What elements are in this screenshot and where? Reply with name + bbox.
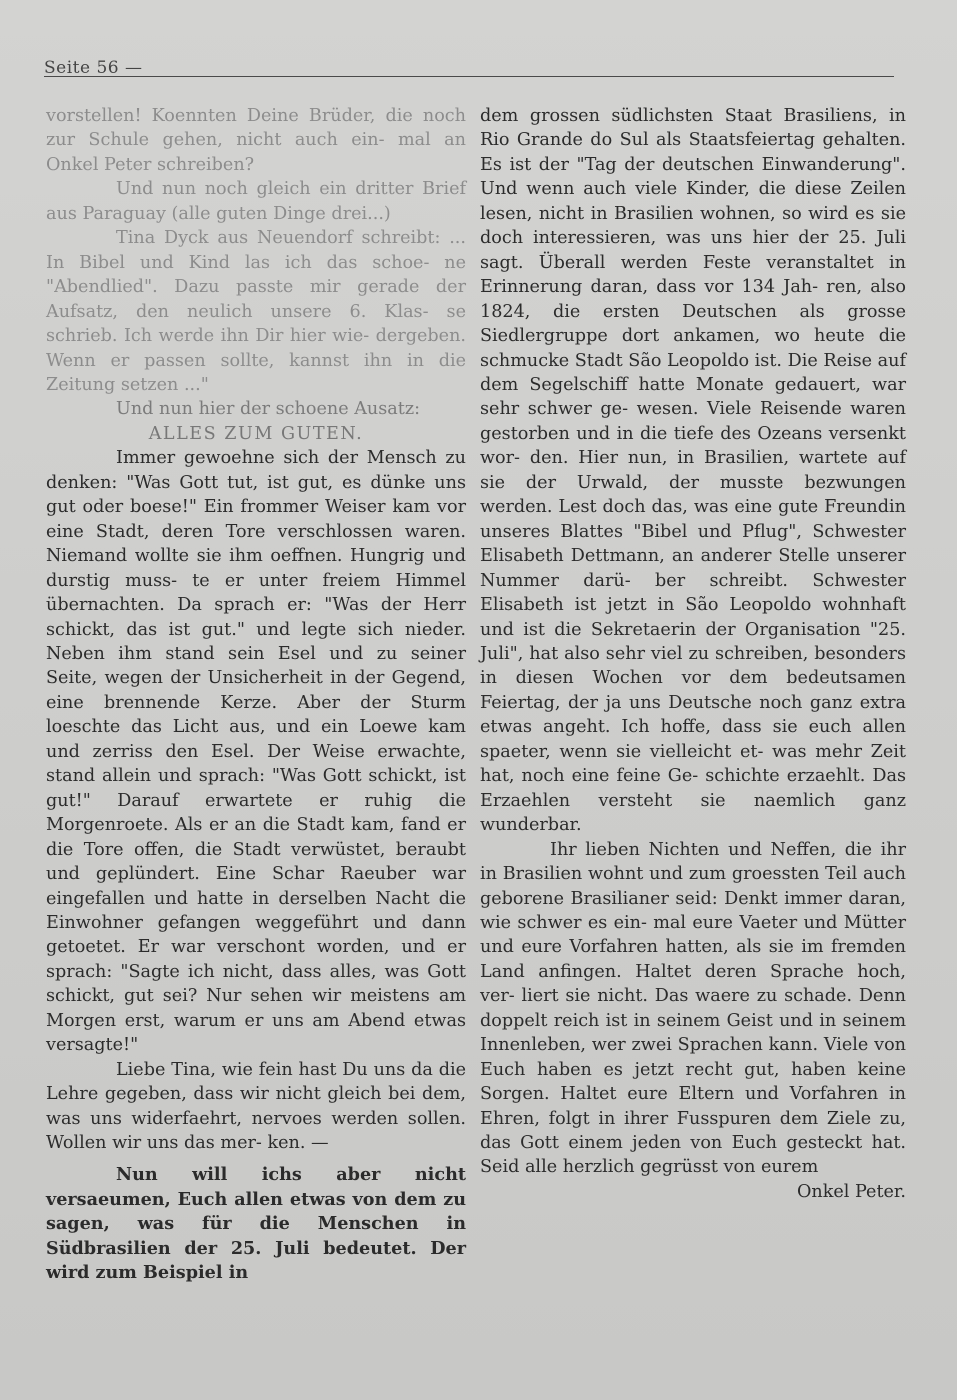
signature: Onkel Peter. [796,1181,906,1202]
paragraph-third-letter: Und nun noch gleich ein dritter Brief aus Paraguay (alle guten Dinge drei...) [46,179,466,224]
left-column [46,104,466,1286]
paragraph-25-juli: dem grossen südlichsten Staat Brasiliens, in Rio Grande do Sul als Staatsfeiertag gehalten. Es ist der "Tag der deutschen Einwanderung". Und wenn auch viele Kinder, die diese Zeilen lesen, nicht in Brasilien wohnen, so wird es sie doch interessieren, was uns hier der 25. Juli sagt. Überall werden Feste veranstaltet in Erinnerung daran, dass vor 134 Jah- ren, also 1824, die ersten Deutschen als grosse Siedlergruppe dort ankamen, wo heute die schmucke Stadt São Leopoldo ist. Die Reise auf dem Segelschiff hatte Monate gedauert, war sehr schwer ge- wesen. Viele Reisende waren gestorben und in die tiefe des Ozeans versenkt wor- den. Hier nun, in Brasilien, wartete auf sie der Urwald, der musste bezwungen werden. Lest doch das, was eine gute Freundin unseres Blattes "Bibel und Pflug", Schwester Elisabeth Dettmann, an anderer Stelle unserer Nummer darü- ber schreibt. Schwester Elisabeth ist jetzt in São Leopoldo wohnhaft und ist die Sekretaerin der Organisation "25. Juli", hat also sehr viel zu schreiben, besonders in diesen Wochen vor dem bedeutsamen Feiertag, der ja uns Deutsche noch ganz extra etwas angeht. Ich hoffe, dass sie euch allen spaeter, wenn sie vielleicht et- was mehr Zeit hat, noch eine feine Ge- schichte erzaehlt. Das Erzaehlen versteht sie naemlich ganz wunderbar. [480,106,906,836]
paragraph-spacer [46,1155,466,1163]
paragraph-nieces-nephews: Ihr lieben Nichten und Neffen, die ihr in Brasilien wohnt und zum groessten Teil auch geborene Brasilianer seid: Denkt immer daran, wie schwer es ein- mal eure Vaeter und Mütter und eure Vorfahren hatten, als sie im fremden Land anfingen. Haltet deren Sprache hoch, ver- liert sie nicht. Das waere zu schade. Denn doppelt reich ist in seinem Geist und in seinem Innenleben, wer zwei Sprachen kann. Viele von Euch haben es jetzt recht gut, haben keine Sorgen. Haltet eure Eltern und Vorfahren in Ehren, folgt in ihrer Fusspuren dem Ziele zu, das Gott einem jeden von Euch gesteckt hat. Seid alle herzlich gegrüsst von eurem [480,839,906,1178]
paragraph-essay: Immer gewoehne sich der Mensch zu denken: "Was Gott tut, ist gut, es dünke uns gut oder boese!" Ein frommer Weiser kam vor eine Stadt, deren Tore verschlossen waren. Niemand wollte sie ihm oeffnen. Hungrig und durstig muss- te er unter freiem Himmel übernachten. Da sprach er: "Was der Herr schickt, das ist gut." und legte sich nieder. Neben ihm stand sein Esel und zu seiner Seite, wegen der Unsicherheit in der Gegend, eine brennende Kerze. Aber der Sturm loeschte das Licht aus, und ein Loewe kam und zerriss den Esel. Der Weise erwachte, stand allein und sprach: "Was Gott schickt, ist gut!" Darauf erwartete er ruhig die Morgenroete. Als er an die Stadt kam, fand er die Tore offen, die Stadt verwüstet, beraubt und geplündert. Eine Schar Raeuber war eingefallen und hatte in derselben Nacht die Einwohner gefangen weggeführt und dann getoetet. Er war verschont worden, und er sprach: "Sagte ich nicht, dass alles, was Gott schickt, gut sei? Nur sehen wir meistens am Morgen erst, warum er uns am Abend etwas versagte!" [46,448,466,1056]
page-number: Seite 56 — [44,58,143,78]
paragraph-reply-tina: Liebe Tina, wie fein hast Du uns da die Lehre gegeben, dass wir nicht gleich bei dem, was uns widerfaehrt, nervoes werden sollen. Wollen wir uns das mer- ken. — [46,1059,466,1154]
paragraph-tina-letter: Tina Dyck aus Neuendorf schreibt: ... In Bibel und Kind las ich das schoe- ne "Abendlied". Dazu passte mir gerade der Aufsatz, den neulich unsere 6. Klas- se schrieb. Ich werde ihn Dir hier wie- dergeben. Wenn er passen sollte, kannst ihn in die Zeitung setzen ..." [46,228,466,395]
right-column [480,104,906,1204]
paragraph-25-juli-intro: Nun will ichs aber nicht versaeumen, Euch allen etwas von dem zu sagen, was für die Menschen in Südbrasilien der 25. Juli bedeutet. Der wird zum Beispiel in [46,1164,466,1284]
paragraph-intro-end: vorstellen! Koennten Deine Brüder, die noch zur Schule gehen, nicht auch ein- mal an Onkel Peter schreiben? [46,106,466,175]
header-rule [44,76,894,77]
page-header [44,58,894,80]
paragraph-essay-intro: Und nun hier der schoene Ausatz: [116,399,421,420]
essay-heading: ALLES ZUM GUTEN. [148,423,364,444]
